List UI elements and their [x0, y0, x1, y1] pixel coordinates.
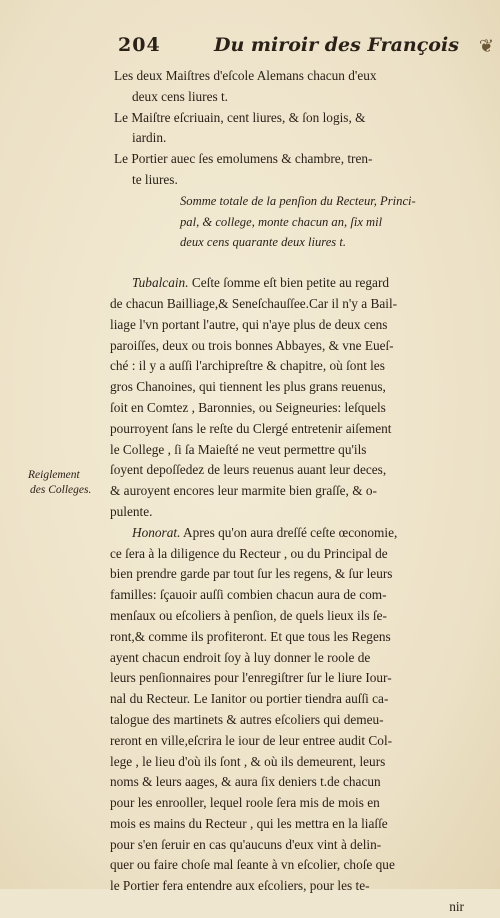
margin-note-line: Reiglement	[28, 469, 80, 481]
margin-note	[28, 468, 108, 498]
paragraph-line: quer ou faire choſe mal ſeante à vn eſcolier, choſe que	[110, 857, 395, 873]
paragraph-line: talogue des martinets & autres eſcoliers qui demeu-	[110, 711, 384, 727]
page-number: 204	[118, 34, 161, 56]
paragraph-line: ayent chacun endroit ſoy à luy donner le roole de	[110, 649, 371, 665]
item-line: Les deux Maiſtres d'eſcole Alemans chacun d'eux	[114, 68, 377, 83]
paragraph-line: ſoit en Comtez , Baronnies, ou Seigneuries: leſquels	[110, 399, 386, 415]
list-item	[114, 149, 466, 191]
item-line: Le Maiſtre eſcriuain, cent liures, & ſon logis, &	[114, 109, 366, 125]
speaker-name: Tubalcain.	[132, 275, 189, 291]
paragraph-honorat	[110, 523, 466, 918]
paragraph-line	[110, 273, 466, 294]
paragraph-line: gros Chanoines, qui tiennent les plus grans reuenus,	[110, 379, 386, 395]
paragraph-line: lege , le lieu d'où ils ſont , & où ils demeurent, leurs	[110, 753, 386, 769]
list-item	[114, 66, 466, 108]
paragraph-text: Apres qu'on aura dreſſé ceſte œconomie,	[182, 524, 398, 540]
margin-note-line: des Colleges.	[30, 484, 92, 496]
paragraph-line: nal du Recteur. Le Ianitor ou portier tiendra auſſi ca-	[110, 691, 389, 707]
total-summary	[180, 191, 466, 253]
speaker-name: Honorat.	[132, 524, 181, 540]
catchword: nir	[449, 899, 464, 915]
paragraph-line: leurs penſionnaires pour l'enregiſtrer ſur le liure Iour-	[110, 670, 392, 686]
list-item	[114, 108, 466, 150]
paragraph-line: pour s'en ſeruir en cas qu'aucuns d'eux vint à delin-	[110, 836, 382, 852]
paragraph-line: pourroyent ſans le reſte du Clergé entretenir aiſement	[110, 420, 392, 436]
paragraph-line: reront en ville,eſcrira le iour de leur entree audit Col-	[110, 732, 393, 748]
paragraph-line: de chacun Bailliage,& Seneſchauſſee.Car il n'y a Bail-	[110, 295, 398, 311]
paragraph-tubalcain	[110, 273, 466, 523]
paragraph-line: bien prendre garde par tout ſur les regens, & ſur leurs	[110, 566, 393, 582]
total-line: pal, & college, monte chacun an, ſix mil	[180, 214, 383, 229]
paragraph-text: Ceſte ſomme eſt bien petite au regard	[191, 275, 390, 291]
page-header	[118, 34, 496, 64]
paragraph-line: & auroyent encores leur marmite bien graſſe, & o-	[110, 483, 377, 499]
item-line: iardin.	[132, 130, 167, 146]
paragraph-line: liage l'vn portant l'autre, qui n'aye plus de deux cens	[110, 316, 388, 332]
paragraph-line: menſaux ou eſcoliers à penſion, de quels lieux ils ſe-	[110, 607, 387, 623]
paragraph-line: pulente.	[110, 503, 153, 519]
paragraph-line: paroiſſes, deux ou trois bonnes Abbayes, & vne Eueſ-	[110, 337, 394, 353]
item-line: deux cens liures t.	[132, 88, 229, 104]
corner-ornament-icon: ❦	[478, 36, 494, 57]
paragraph-line: ché : il y a auſſi l'archipreſtre & chapitre, où ſont les	[110, 358, 385, 374]
paragraph-line: le Portier fera entendre aux eſcoliers, pour les te-	[110, 878, 370, 894]
page-body	[110, 66, 466, 918]
paragraph-line: familles: ſçauoir auſſi combien chacun aura de com-	[110, 587, 387, 603]
total-line: deux cens quarante deux liures t.	[180, 235, 347, 250]
item-line: Le Portier auec ſes emolumens & chambre, tren-	[114, 151, 373, 167]
paragraph-line: le College , ſi ſa Maieſté ne veut permettre qu'ils	[110, 441, 367, 457]
paragraph-line: mois es mains du Recteur , qui les mettra en la liaſſe	[110, 815, 388, 831]
total-line: Somme totale de la penſion du Recteur, Princi-	[180, 193, 416, 208]
item-line: te liures.	[132, 171, 178, 187]
paragraph-line: ce ſera à la diligence du Recteur , ou du Principal de	[110, 545, 388, 561]
paragraph-line: ſoyent depoſſedez de leurs reuenus auant leur deces,	[110, 462, 387, 478]
paragraph-line: ront,& comme ils profiteront. Et que tous les Regens	[110, 628, 391, 644]
paragraph-line	[110, 523, 466, 544]
paragraph-line: noms & leurs aages, & aura ſix deniers t.de chacun	[110, 774, 381, 790]
running-title: Du miroir des François	[214, 34, 459, 56]
paragraph-line: pour les enrooller, lequel roole ſera mis de mois en	[110, 795, 380, 811]
